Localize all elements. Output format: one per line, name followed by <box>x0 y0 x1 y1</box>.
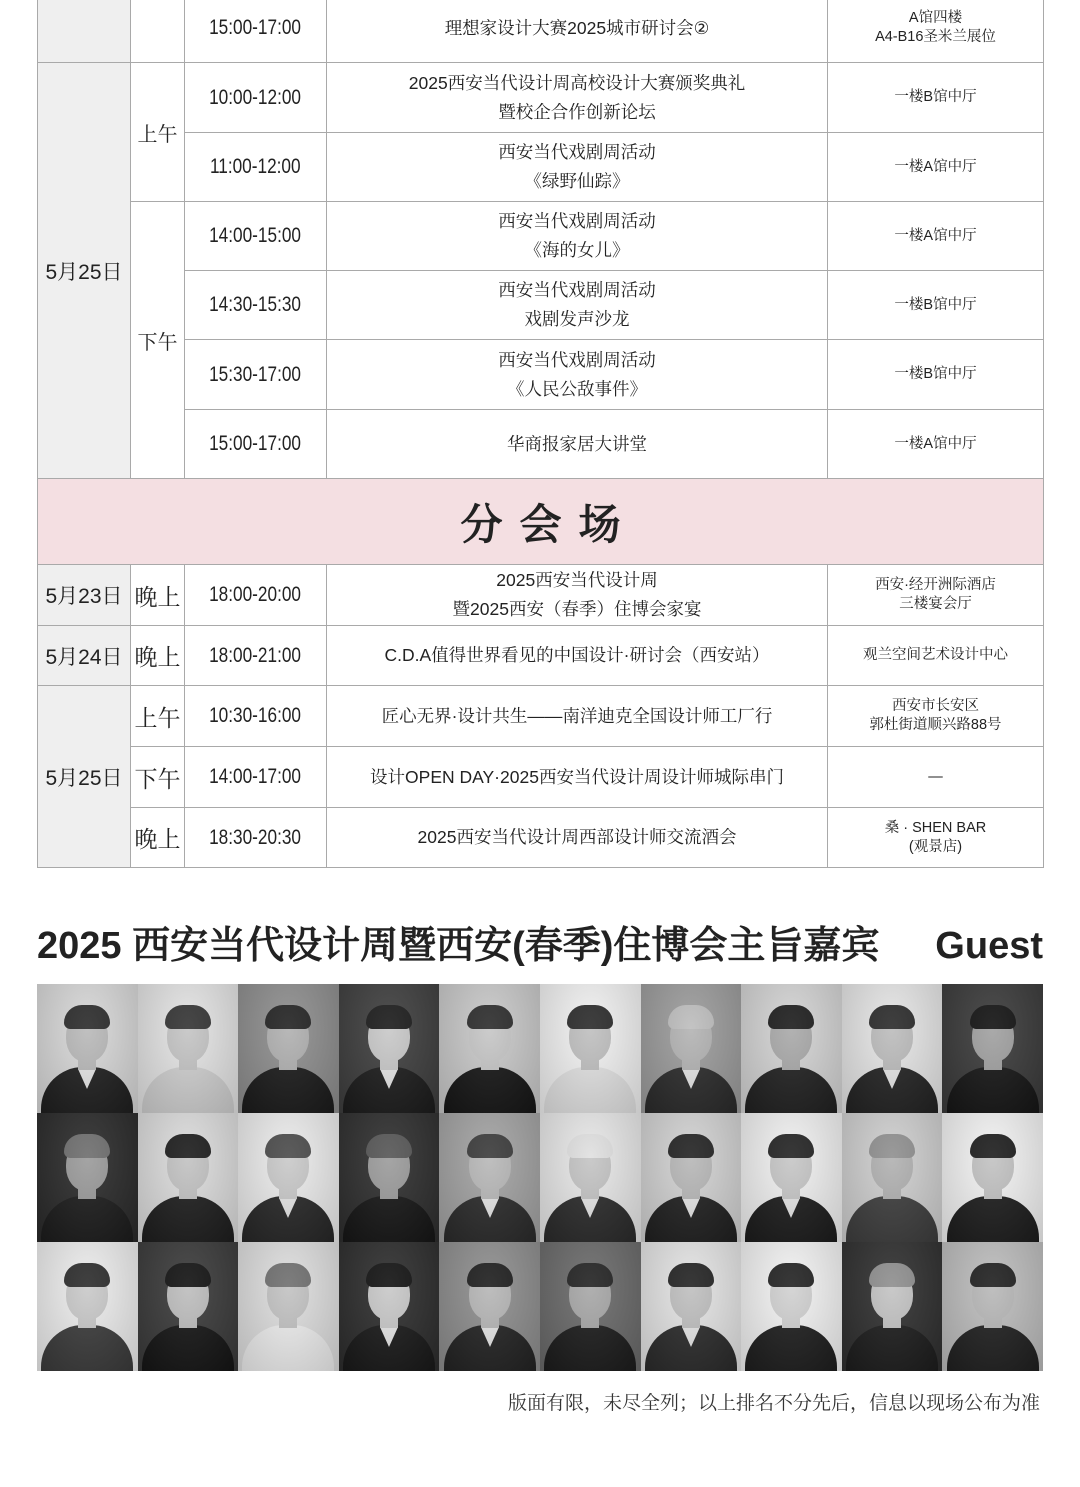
time-text: 10:00-12:00 <box>209 85 302 109</box>
time-text: 18:30-20:30 <box>209 825 302 849</box>
venue-line: 郭杜街道顺兴路88号 <box>869 717 1002 733</box>
venue-cell <box>828 808 1044 868</box>
portrait-shading <box>238 984 339 1113</box>
portrait-shading <box>741 1113 842 1242</box>
event-cell <box>327 63 828 133</box>
guest-photo <box>238 1113 339 1242</box>
time-cell <box>185 808 327 868</box>
portrait-shading <box>238 1242 339 1371</box>
venue-line: — <box>928 768 943 785</box>
date-label: 5月25日 <box>45 766 123 790</box>
portrait-shading <box>842 1113 943 1242</box>
portrait-shading <box>641 984 742 1113</box>
period-cell-continued <box>131 0 185 63</box>
guest-photo <box>842 1242 943 1371</box>
event-line: 理想家设计大赛2025城市研讨会② <box>444 17 710 38</box>
guest-photo <box>238 984 339 1113</box>
venue-cell <box>828 565 1044 626</box>
footnote: 版面有限，未尽全列；以上排名不分先后，信息以现场公布为准 <box>507 1393 1040 1414</box>
period-cell <box>131 626 185 686</box>
period-cell-morning <box>131 63 185 202</box>
time-text: 15:30-17:00 <box>209 362 302 386</box>
guest-photo <box>842 1113 943 1242</box>
guest-photo <box>741 1242 842 1371</box>
guest-photo <box>339 1113 440 1242</box>
event-cell <box>327 686 828 747</box>
guest-photo <box>641 1113 742 1242</box>
portrait-shading <box>942 1242 1043 1371</box>
event-line: 匠心无界·设计共生——南洋迪克全国设计师工厂行 <box>381 705 773 726</box>
date-label: 5月24日 <box>45 645 123 669</box>
time-cell <box>185 410 327 479</box>
venue-line: 三楼宴会厅 <box>899 596 972 612</box>
period-cell <box>131 686 185 747</box>
venue-line: (观景店) <box>908 838 963 855</box>
venue-cell <box>828 0 1044 63</box>
event-line: 2025西安当代设计周高校设计大赛颁奖典礼 <box>408 72 746 93</box>
period-label: 下午 <box>137 331 178 354</box>
period-cell <box>131 808 185 868</box>
time-cell <box>185 626 327 686</box>
time-cell <box>185 0 327 63</box>
guest-photo <box>138 984 239 1113</box>
event-cell <box>327 808 828 868</box>
venue-line: 一楼B馆中厅 <box>894 366 977 382</box>
event-cell <box>327 133 828 202</box>
period-label: 晚上 <box>134 826 181 852</box>
portrait-shading <box>741 984 842 1113</box>
time-cell <box>185 133 327 202</box>
portrait-shading <box>439 1113 540 1242</box>
portrait-shading <box>641 1113 742 1242</box>
venue-line: 一楼B馆中厅 <box>894 296 977 313</box>
venue-line: 西安·经开洲际酒店 <box>875 577 996 593</box>
guest-photo <box>540 1242 641 1371</box>
guest-photo <box>439 984 540 1113</box>
time-text: 15:00-17:00 <box>209 16 302 39</box>
period-label: 晚上 <box>134 583 181 610</box>
guest-photo <box>741 984 842 1113</box>
venue-cell <box>828 202 1044 271</box>
guest-photo <box>641 1242 742 1371</box>
portrait-shading <box>339 1242 440 1371</box>
time-text: 14:30-15:30 <box>209 293 302 316</box>
venue-cell <box>828 63 1044 133</box>
venue-line: 一楼B馆中厅 <box>894 89 977 105</box>
time-text: 11:00-12:00 <box>210 155 301 178</box>
time-text: 14:00-15:00 <box>209 224 302 247</box>
portrait-shading <box>942 1113 1043 1242</box>
time-cell <box>185 565 327 626</box>
time-cell <box>185 340 327 410</box>
date-cell-continued <box>38 0 131 63</box>
portrait-shading <box>138 984 239 1113</box>
date-cell <box>38 686 131 868</box>
event-line: 2025西安当代设计周 <box>496 570 658 590</box>
guest-photo <box>842 984 943 1113</box>
event-line: 暨校企合作创新论坛 <box>498 101 656 122</box>
period-cell-afternoon <box>131 202 185 479</box>
venue-cell <box>828 271 1044 340</box>
portrait-shading <box>641 1242 742 1371</box>
guest-photo <box>439 1113 540 1242</box>
guest-photo <box>942 1113 1043 1242</box>
venue-line: 桑 · SHEN BAR <box>884 819 987 836</box>
venue-cell <box>828 133 1044 202</box>
guests-title-en: Guest <box>935 925 1043 967</box>
guest-photo <box>339 984 440 1113</box>
event-line: 《海的女儿》 <box>524 240 630 260</box>
event-line: 设计OPEN DAY·2025西安当代设计周设计师城际串门 <box>370 766 784 787</box>
guest-photo <box>238 1242 339 1371</box>
portrait-shading <box>540 984 641 1113</box>
guest-photo <box>138 1113 239 1242</box>
venue-line: 西安市长安区 <box>892 698 979 714</box>
time-cell <box>185 686 327 747</box>
time-text: 15:00-17:00 <box>209 432 302 455</box>
portrait-shading <box>138 1113 239 1242</box>
event-line: C.D.A值得世界看见的中国设计·研讨会（西安站） <box>384 645 770 665</box>
portrait-shading <box>540 1113 641 1242</box>
venue-cell <box>828 340 1044 410</box>
event-cell <box>327 626 828 686</box>
period-label: 晚上 <box>134 644 181 670</box>
event-cell <box>327 0 828 63</box>
guest-photo-grid <box>37 984 1043 1371</box>
portrait-shading <box>842 984 943 1113</box>
venue-cell <box>828 410 1044 479</box>
guest-photo <box>540 1113 641 1242</box>
venue-cell <box>828 686 1044 747</box>
event-cell <box>327 202 828 271</box>
venue-cell <box>828 747 1044 808</box>
guest-photo <box>540 984 641 1113</box>
venue-cell <box>828 626 1044 686</box>
schedule-table <box>37 0 1044 868</box>
guest-photo <box>37 1113 138 1242</box>
sub-venue-header <box>38 479 1044 565</box>
portrait-shading <box>540 1242 641 1371</box>
event-line: 2025西安当代设计周西部设计师交流酒会 <box>417 827 737 847</box>
portrait-shading <box>37 1113 138 1242</box>
guest-photo <box>37 984 138 1113</box>
event-cell <box>327 747 828 808</box>
portrait-shading <box>741 1242 842 1371</box>
event-line: 暨2025西安（春季）住博会家宴 <box>452 599 702 619</box>
period-cell <box>131 747 185 808</box>
event-line: 西安当代戏剧周活动 <box>498 349 656 370</box>
period-label: 上午 <box>137 123 178 146</box>
event-line: 西安当代戏剧周活动 <box>498 211 656 231</box>
guest-photo <box>942 984 1043 1113</box>
time-text: 18:00-20:00 <box>209 583 302 606</box>
event-line: 华商报家居大讲堂 <box>507 433 647 454</box>
guest-photo <box>138 1242 239 1371</box>
event-cell <box>327 271 828 340</box>
guest-photo <box>641 984 742 1113</box>
portrait-shading <box>238 1113 339 1242</box>
date-cell <box>38 626 131 686</box>
period-label: 下午 <box>134 765 181 792</box>
time-cell <box>185 271 327 340</box>
venue-line: 观兰空间艺术设计中心 <box>863 647 1008 663</box>
event-line: 《人民公敌事件》 <box>507 378 647 399</box>
guest-photo <box>942 1242 1043 1371</box>
date-cell <box>38 565 131 626</box>
portrait-shading <box>842 1242 943 1371</box>
time-text: 18:00-21:00 <box>209 643 302 667</box>
portrait-shading <box>439 984 540 1113</box>
venue-line: 一楼A馆中厅 <box>894 435 977 452</box>
guests-title: 2025 西安当代设计周暨西安(春季)住博会主旨嘉宾 <box>37 925 880 967</box>
date-cell <box>38 63 131 479</box>
portrait-shading <box>37 1242 138 1371</box>
guest-photo <box>439 1242 540 1371</box>
time-cell <box>185 63 327 133</box>
event-line: 西安当代戏剧周活动 <box>498 280 656 300</box>
time-cell <box>185 747 327 808</box>
guest-photo <box>37 1242 138 1371</box>
portrait-shading <box>138 1242 239 1371</box>
sub-venue-title: 分会场 <box>460 500 638 548</box>
date-label: 5月23日 <box>45 585 123 608</box>
period-cell <box>131 565 185 626</box>
event-cell <box>327 565 828 626</box>
event-cell <box>327 340 828 410</box>
venue-line: A4-B16圣米兰展位 <box>875 29 996 45</box>
portrait-shading <box>942 984 1043 1113</box>
guest-photo <box>741 1113 842 1242</box>
event-line: 《绿野仙踪》 <box>524 171 630 191</box>
event-cell <box>327 410 828 479</box>
date-label: 5月25日 <box>45 260 123 284</box>
portrait-shading <box>439 1242 540 1371</box>
guest-photo <box>339 1242 440 1371</box>
time-cell <box>185 202 327 271</box>
portrait-shading <box>339 984 440 1113</box>
event-line: 西安当代戏剧周活动 <box>498 142 656 162</box>
event-line: 戏剧发声沙龙 <box>524 309 630 329</box>
portrait-shading <box>339 1113 440 1242</box>
venue-line: 一楼A馆中厅 <box>894 158 977 175</box>
venue-line: 一楼A馆中厅 <box>894 227 977 244</box>
period-label: 上午 <box>134 704 181 731</box>
time-text: 14:00-17:00 <box>209 765 302 788</box>
venue-line: A馆四楼 <box>908 10 963 26</box>
portrait-shading <box>37 984 138 1113</box>
time-text: 10:30-16:00 <box>209 704 302 727</box>
